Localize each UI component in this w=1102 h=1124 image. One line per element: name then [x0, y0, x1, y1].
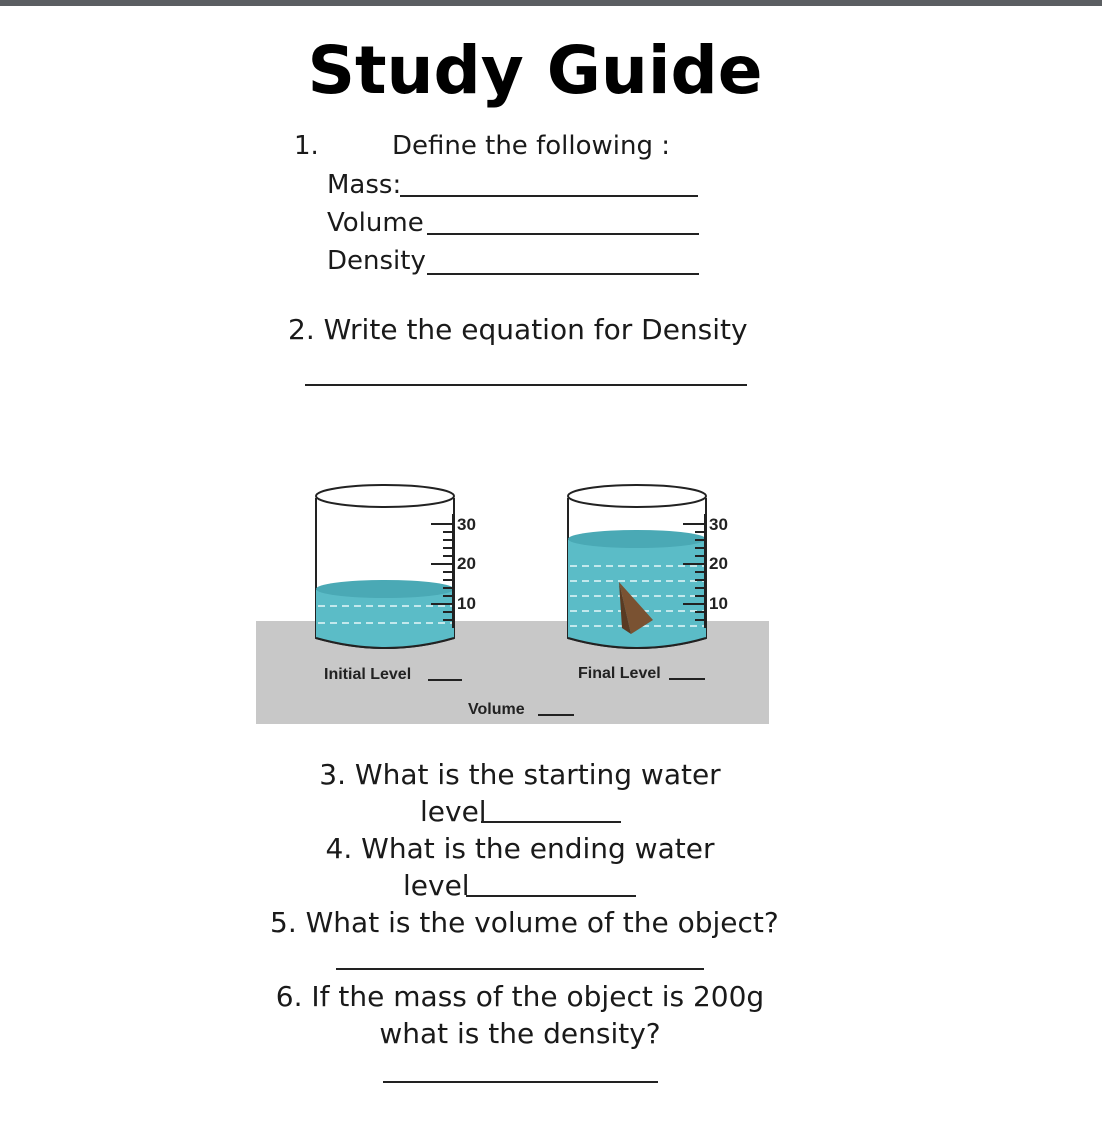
- q6-line2: what is the density?: [379, 1017, 661, 1050]
- q6-line1: 6. If the mass of the object is 200g: [275, 980, 765, 1013]
- q4-line1: 4. What is the ending water: [325, 832, 715, 865]
- ending-level-blank[interactable]: [466, 895, 636, 897]
- term-mass-label: Mass:: [327, 170, 402, 200]
- term-density-label: Density: [327, 246, 426, 276]
- final-cylinder: [568, 485, 728, 648]
- final-scale-20: 20: [709, 554, 728, 573]
- initial-scale-10: 10: [457, 594, 476, 613]
- term-volume-label: Volume: [327, 208, 424, 238]
- initial-scale-30: 30: [457, 515, 476, 534]
- page-title: Study Guide: [307, 32, 763, 109]
- q1-number: 1.: [294, 131, 319, 161]
- density-result-blank[interactable]: [383, 1081, 658, 1083]
- q1-prompt: Define the following :: [392, 131, 670, 161]
- q5-text: 5. What is the volume of the object?: [270, 906, 779, 939]
- starting-level-blank[interactable]: [481, 821, 621, 823]
- term-volume: [327, 208, 424, 238]
- final-scale-30: 30: [709, 515, 728, 534]
- density-answer-blank[interactable]: [427, 273, 699, 275]
- mass-answer-blank[interactable]: [400, 195, 698, 197]
- q2-text: 2. Write the equation for Density: [288, 313, 748, 346]
- q3-line1: 3. What is the starting water: [319, 758, 721, 791]
- final-scale-10: 10: [709, 594, 728, 613]
- q3-line2: level: [420, 795, 487, 828]
- final-water: [568, 532, 706, 648]
- equation-answer-blank[interactable]: [305, 384, 747, 386]
- term-mass: [327, 170, 401, 200]
- volume-answer-blank[interactable]: [427, 233, 699, 235]
- term-density: [327, 246, 426, 276]
- q4-line2: level: [403, 869, 470, 902]
- top-border: [0, 0, 1102, 6]
- final-level-label: Final Level: [578, 665, 661, 682]
- initial-cylinder: [316, 485, 476, 648]
- initial-level-label: Initial Level: [324, 666, 412, 683]
- volume-label: Volume: [468, 701, 525, 718]
- displacement-diagram: [256, 478, 769, 724]
- object-volume-blank[interactable]: [336, 968, 704, 970]
- initial-scale-20: 20: [457, 554, 476, 573]
